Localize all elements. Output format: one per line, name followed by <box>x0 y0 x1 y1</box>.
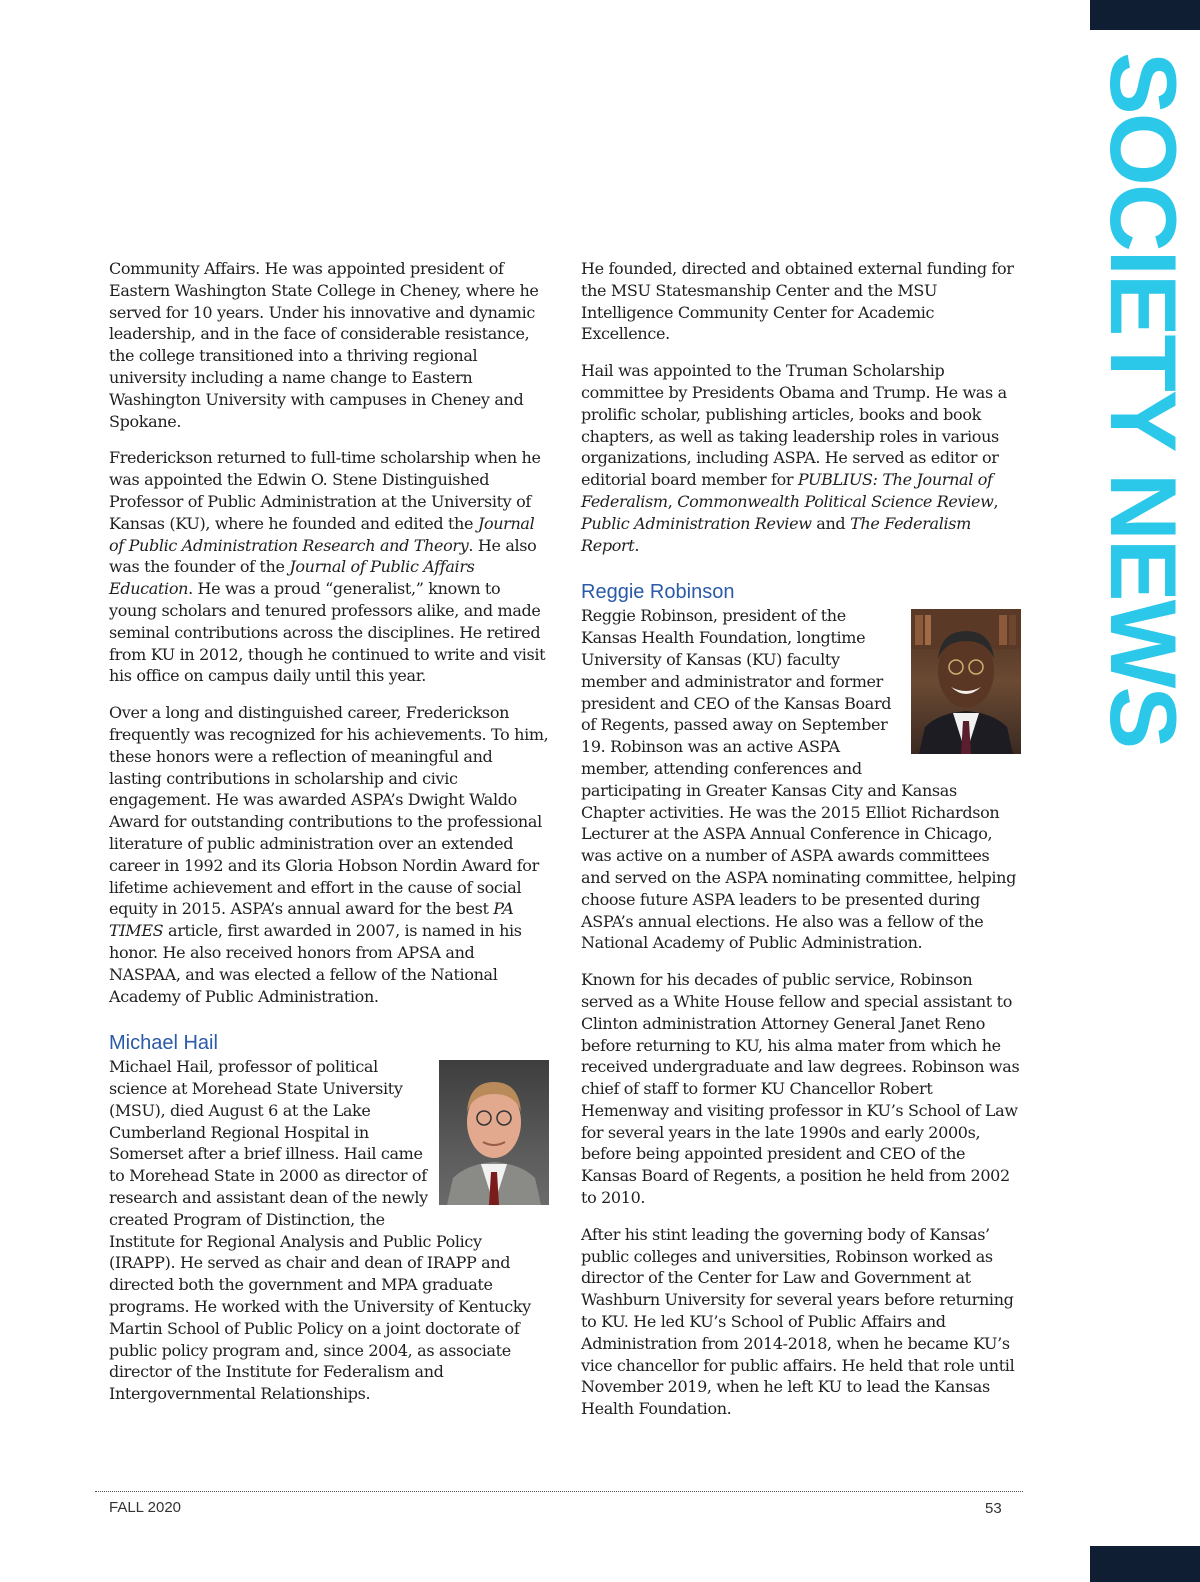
paragraph: Frederickson returned to full-time scholarship when he was appointed the Edwin O. Stene Distinguished Professor of Public Administration at the University of Kansas (KU), where he founded and edited the Journal of Public Administration Research and Theory. He also was the founder of the Journal of Public Affairs Education. He was a proud “generalist,” known to young scholars and tenured professors alike, and made seminal contributions across the disciplines. He retired from KU in 2012, though he continued to write and visit his office on campus daily until this year. <box>109 448 546 686</box>
paragraph: Reggie Robinson, president of the Kansas Health Foundation, longtime University of Kansas (KU) faculty member and administrator and former president and CEO of the Kansas Board of Regents, passed away on September 19. Robinson was an active ASPA member, attending conferences and participating in Greater Kansas City and Kansas Chapter activities. He was the 2015 Elliot Richardson Lecturer at the ASPA Annual Conference in Chicago, was active on a number of ASPA awards committees and served on the ASPA nominating committee, helping choose future ASPA leaders to be presented during ASPA’s annual elections. He also was a fellow of the National Academy of Public Administration. <box>581 605 1021 954</box>
page-number: 53 <box>985 1500 1002 1517</box>
footer-divider <box>95 1491 1023 1492</box>
bottom-corner-tab <box>1090 1546 1200 1582</box>
paragraph: Known for his decades of public service, Robinson served as a White House fellow and special assistant to Clinton administration Attorney General Janet Reno before returning to KU, his alma mater from which he received undergraduate and law degrees. Robinson was chief of staff to former KU Chancellor Robert Hemenway and visiting professor in KU’s School of Law for several years in the late 1990s and early 2000s, before being appointed president and CEO of the Kansas Board of Regents, a position he held from 2002 to 2010. <box>581 970 1020 1208</box>
michael-hail-photo <box>439 1060 549 1205</box>
paragraph: Michael Hail, professor of political science at Morehead State University (MSU), died August 6 at the Lake Cumberland Regional Hospital in Somerset after a brief illness. Hail came to Morehead State in 2000 as director of research and assistant dean of the newly created Program of Distinction, the Institute for Regional Analysis and Public Policy (IRAPP). He served as chair and dean of IRAPP and directed both the government and MPA graduate programs. He worked with the University of Kentucky Martin School of Public Policy on a joint doctorate of public policy program and, since 2004, as associate director of the Institute for Federalism and Intergovernmental Relationships. <box>109 1056 549 1405</box>
obituary-heading-reggie-robinson: Reggie Robinson <box>581 581 735 604</box>
footer-issue: FALL 2020 <box>109 1499 182 1516</box>
paragraph: After his stint leading the governing body of Kansas’ public colleges and universities, Robinson worked as director of the Center for Law and Government at Washburn University for several years before returning to KU. He led KU’s School of Public Affairs and Administration from 2014-2018, when he became KU’s vice chancellor for public affairs. He held that role until November 2019, when he left KU to lead the Kansas Health Foundation. <box>581 1224 1015 1419</box>
paragraph: Community Affairs. He was appointed president of Eastern Washington State College in Cheney, where he served for 10 years. Under his innovative and dynamic leadership, and in the face of considerable resistance, the college transitioned into a thriving regional university including a name change to Eastern Washington University with campuses in Cheney and Spokane. <box>109 259 539 431</box>
paragraph: Hail was appointed to the Truman Scholarship committee by Presidents Obama and Trump. He was a prolific scholar, publishing articles, books and book chapters, as well as taking leadership roles in various organizations, including ASPA. He served as editor or editorial board member for PUBLIUS: The Journal of Federalism, Commonwealth Political Science Review, Public Administration Review and The Federalism Report. <box>581 361 1007 555</box>
top-corner-tab <box>1090 0 1200 30</box>
left-column <box>109 258 549 1420</box>
paragraph: Over a long and distinguished career, Frederickson frequently was recognized for his achievements. To him, these honors were a reflection of meaningful and lasting contributions in scholarship and civic engagement. He was awarded ASPA’s Dwight Waldo Award for outstanding contributions to the professional literature of public administration over an extended career in 1992 and its Gloria Hobson Nordin Award for lifetime achievement and effort in the cause of social equity in 2015. ASPA’s annual award for the best PA TIMES article, first awarded in 2007, is named in his honor. He also received honors from APSA and NASPAA, and was elected a fellow of the National Academy of Public Administration. <box>109 703 549 1006</box>
right-column <box>581 258 1021 1435</box>
section-label: SOCIETY NEWS <box>1091 52 1196 748</box>
reggie-robinson-photo <box>911 609 1021 754</box>
obituary-heading-michael-hail: Michael Hail <box>109 1032 218 1055</box>
paragraph: He founded, directed and obtained external funding for the MSU Statesmanship Center and the MSU Intelligence Community Center for Academic Excellence. <box>581 259 1014 344</box>
